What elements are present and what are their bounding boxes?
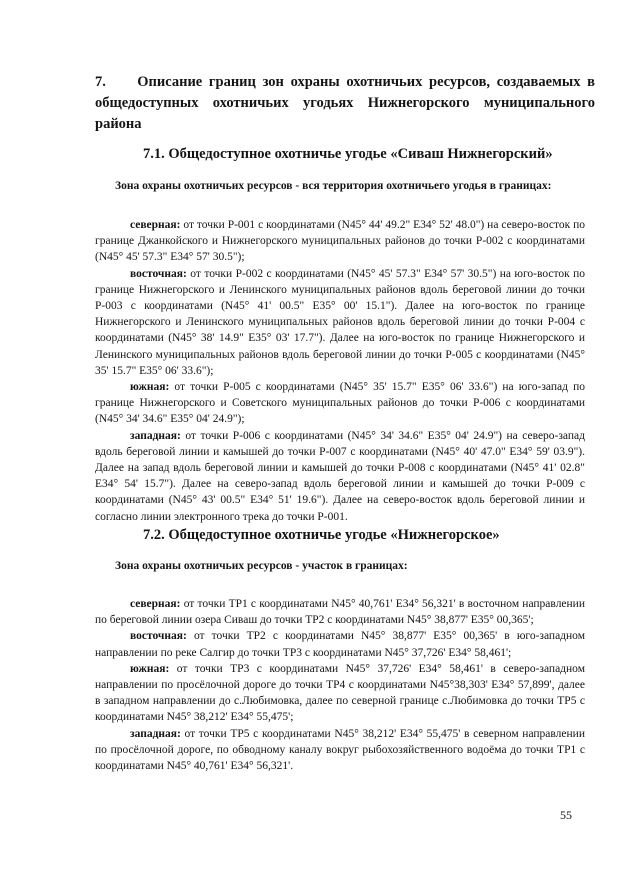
main-heading	[95, 72, 595, 135]
boundary-text: от точки Р-002 с координатами (N45° 45' 57.3" E34° 57' 30.5") на юго-восток по границе Нижнегорского и Ленинского муниципальных районов вдоль береговой линии до точки Р-003 с координатами (N45° 41' 00.5" E35° 00' 15.1"). Далее на юго-восток по границе Нижнегорского и Ленинского муниципальных районов вдоль береговой линии до точки Р-004 с координатами (N45° 38' 14.9" E35° 03' 17.7"). Далее на юго-восток по границе Нижнегорского и Ленинского муниципальных районов вдоль береговой линии до точки Р-005 с координатами (N45° 35' 15.7" E35° 06' 33.6");	[95, 267, 585, 377]
boundary-text: от точки ТР3 с координатами N45° 37,726' E34° 58,461' в северо-западном направлении по просёлочной дороге до точки ТР4 с координатами N45°38,303' E34° 57,899', далее в западном направлении до с.Любимовка, далее по северной границе с.Любимовка до точки ТР5 с координатами N45° 38,212' E34° 55,475';	[95, 662, 585, 724]
boundary-label: восточная:	[130, 630, 187, 643]
boundary-paragraph	[95, 379, 585, 428]
section-1-boundaries	[95, 217, 585, 525]
section-2-boundaries	[95, 596, 585, 774]
section-2-title: 7.2. Общедоступное охотничье угодье «Нижнегорское»	[143, 527, 500, 543]
boundary-label: западная:	[130, 727, 181, 740]
boundary-paragraph	[95, 266, 585, 379]
boundary-paragraph	[95, 596, 585, 628]
boundary-label: западная:	[130, 429, 181, 442]
boundary-text: от точки Р-006 с координатами (N45° 34' 34.6" E35° 04' 24.9") на северо-запад вдоль береговой линии и камышей до точки Р-007 с координатами (N45° 40' 47.0" E34° 59' 03.9"). Далее на запад вдоль береговой линии и камышей до точки Р-008 с координатами (N45° 41' 02.8" E34° 54' 15.7"). Далее на северо-запад вдоль береговой линии и камышей до точки Р-009 с координатами (N45° 43' 00.5" E34° 51' 19.6"). Далее на северо-восток вдоль береговой линии и согласно линии электронного трека до точки Р-001.	[95, 429, 585, 523]
boundary-text: от точки Р-005 с координатами (N45° 35' 15.7" E35° 06' 33.6") на юго-запад по границе Нижнегорского и Советского муниципальных районов до точки Р-006 с координатами (N45° 34' 34.6" E35° 04' 24.9");	[95, 381, 585, 426]
section-2-zone-intro: Зона охраны охотничьих ресурсов - участок в границах:	[115, 560, 408, 572]
boundary-text: от точки ТР1 с координатами N45° 40,761' E34° 56,321' в восточном направлении по береговой линии озера Сиваш до точки ТР2 с координатами N45° 38,877' E35° 00,365';	[95, 598, 585, 627]
boundary-paragraph	[95, 726, 585, 775]
heading-number: 7.	[95, 74, 106, 90]
boundary-label: северная:	[130, 598, 181, 610]
boundary-label: восточная:	[130, 267, 187, 280]
boundary-label: северная:	[130, 219, 181, 231]
section-1-title: 7.1. Общедоступное охотничье угодье «Сиваш Нижнегорский»	[143, 146, 553, 162]
boundary-text: от точки ТР5 с координатами N45° 38,212' E34° 55,475' в северном направлении по просёлочной дороге, по обводному каналу вокруг рыбохозяйственного водоёма до точки ТР1 с координатами N45° 40,761' E34° 56,321'.	[95, 727, 585, 773]
boundary-label: южная:	[130, 381, 170, 394]
boundary-text: от точки Р-001 с координатами (N45° 44' 49.2" E34° 52' 48.0") на северо-восток по границе Джанкойского и Нижнегорского муниципальных районов до точки Р-002 с координатами (N45° 45' 57.3" E34° 57' 30.5");	[95, 219, 585, 264]
boundary-paragraph	[95, 428, 585, 525]
boundary-text: от точки ТР2 с координатами N45° 38,877' E35° 00,365' в юго-западном направлении по реке Салгир до точки ТР3 с координатами N45° 37,726' E34° 58,461';	[95, 630, 585, 659]
boundary-label: южная:	[130, 662, 170, 675]
page-number: 55	[560, 808, 572, 822]
section-1-zone-intro: Зона охраны охотничьих ресурсов - вся территория охотничьего угодья в границах:	[115, 180, 552, 192]
boundary-paragraph	[95, 217, 585, 266]
heading-text: Описание границ зон охраны охотничьих ресурсов, создаваемых в общедоступных охотничьих угодьях Нижнегорского муниципального района	[95, 74, 596, 132]
boundary-paragraph	[95, 661, 585, 726]
boundary-paragraph	[95, 628, 585, 660]
